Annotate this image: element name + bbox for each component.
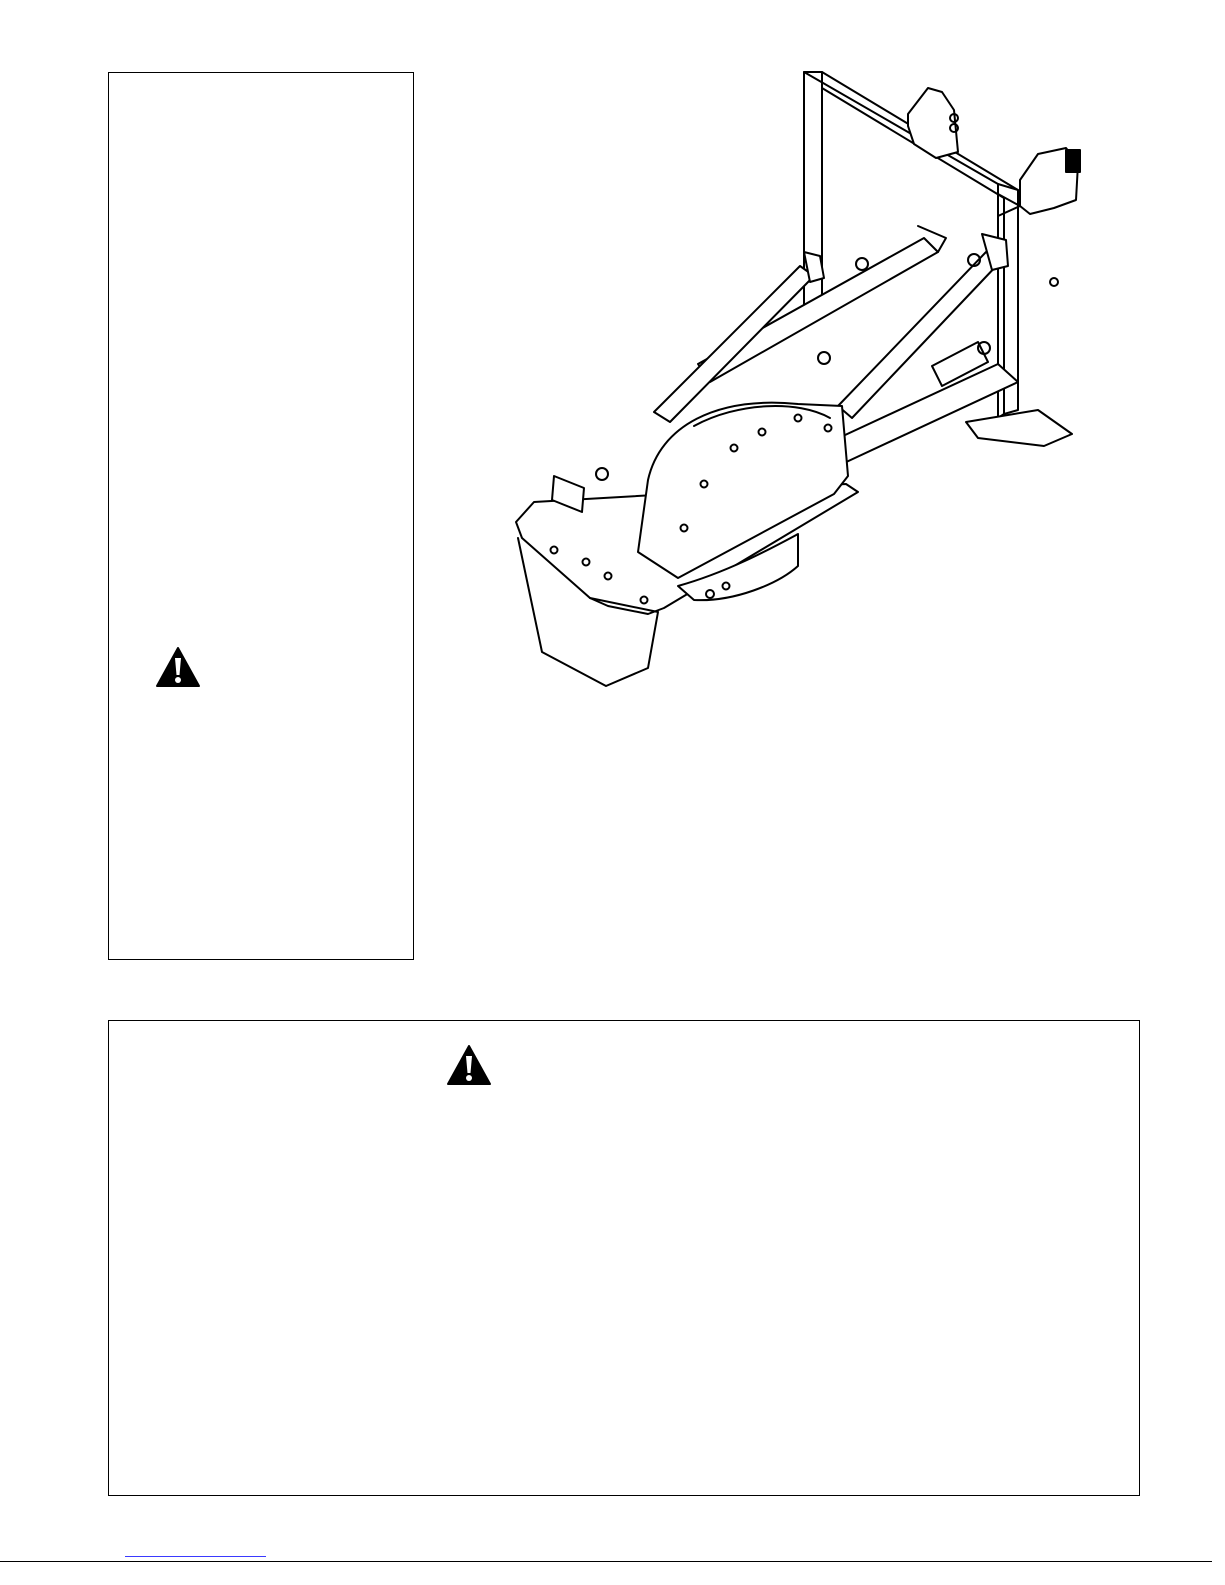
sidebar-box xyxy=(108,72,414,960)
bottom-notice-box xyxy=(108,1020,1140,1496)
footer-link-underline[interactable] xyxy=(125,1556,266,1557)
warning-triangle-icon xyxy=(155,646,201,688)
footer-rule xyxy=(0,1561,1212,1562)
warning-triangle-icon xyxy=(446,1044,492,1086)
equipment-illustration xyxy=(498,66,1083,694)
